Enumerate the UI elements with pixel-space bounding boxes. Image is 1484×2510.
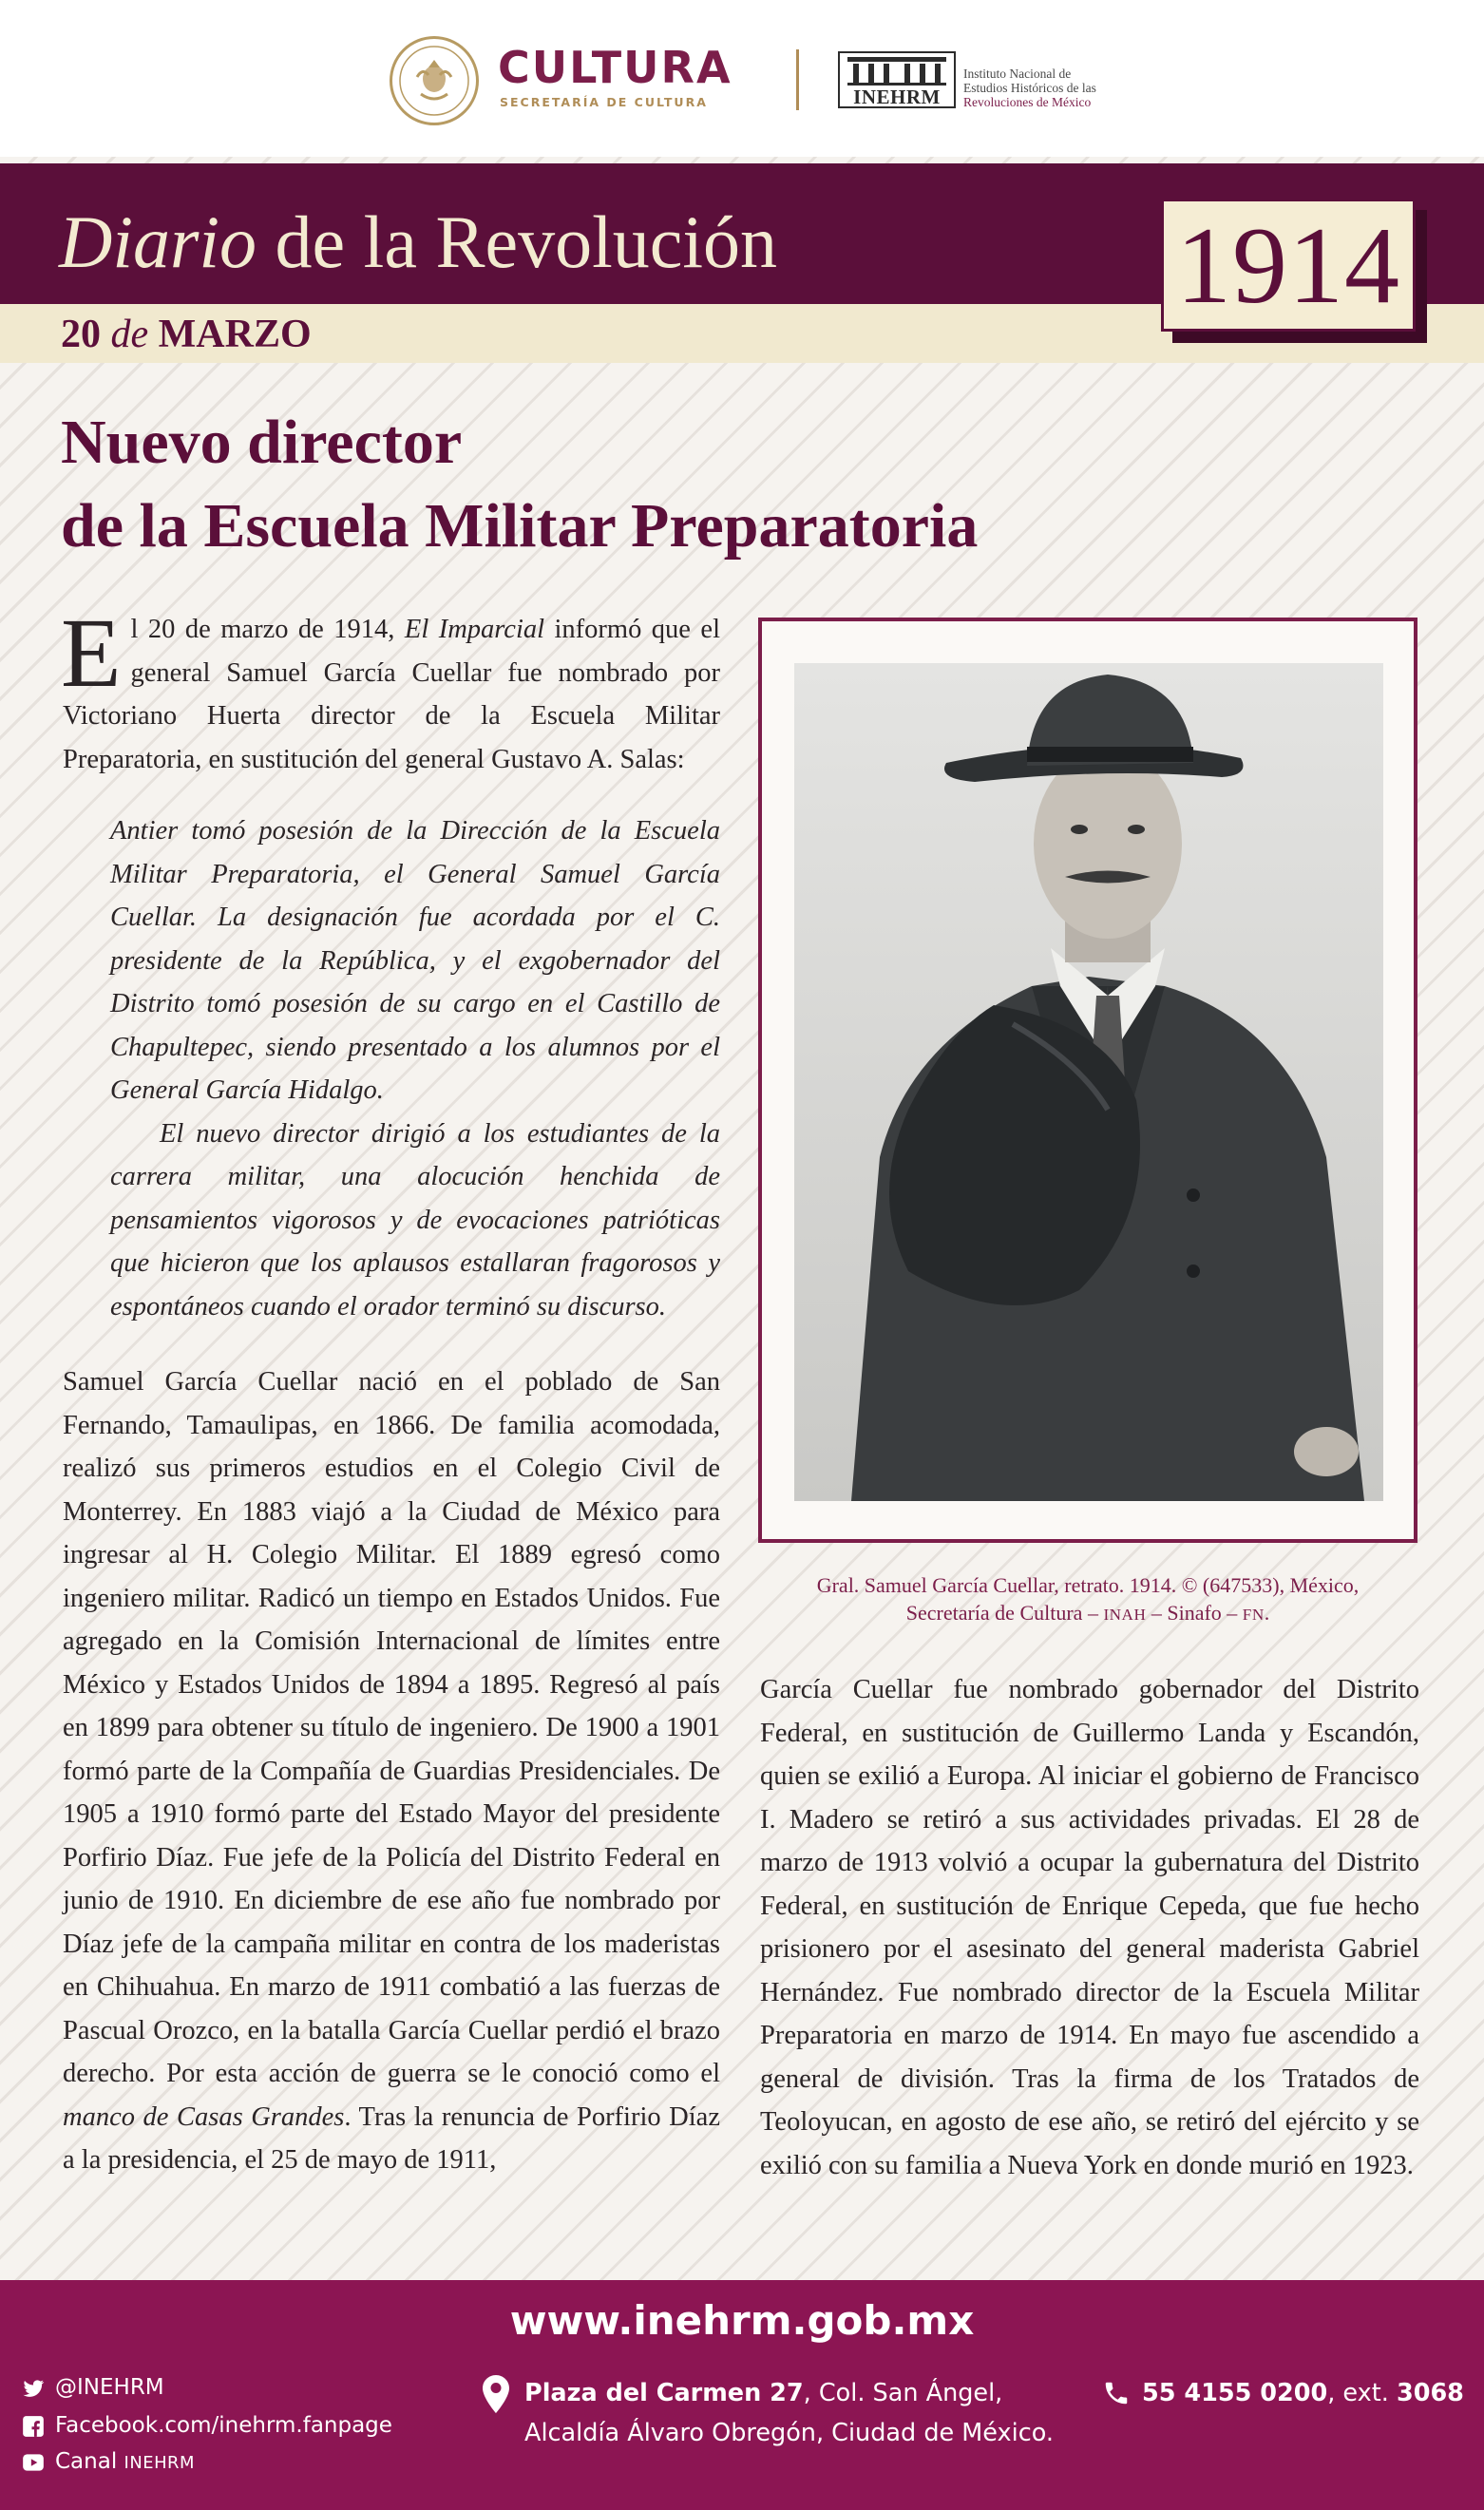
cultura-logo-subtitle: SECRETARÍA DE CULTURA [500,95,708,109]
address-street: Plaza del Carmen 27 [524,2379,804,2407]
facebook-icon [21,2414,46,2439]
article-intro [61,599,720,781]
series-title-italic: Diario [59,200,257,283]
phone-ext: 3068 [1396,2379,1464,2407]
caption-line-1: Gral. Samuel García Cuellar, retrato. 1914. © (647533), México, [816,1573,1360,1597]
photo-caption [749,1571,1427,1628]
body-left-text-a: Samuel García Cuellar nació en el poblado de San Fernando, Tamaulipas, en 1866. De familia acomodada, realizó sus primeros estudios en el Colegio Civil de Monterrey. En 1883 viajó a la Ciudad de México para ingresar al H. Colegio Militar. El 1889 egresó como ingeniero militar. Radicó un tiempo en Estados Unidos. Fue agregado en la Comisión Internacional de límites entre México y Estados Unidos de 1894 a 1895. Regresó al país en 1899 para obtener su título de ingeniero. De 1900 a 1901 formó parte de la Compañía de Guardias Presidenciales. De 1905 a 1910 formó parte del Estado Mayor del presidente Porfirio Díaz. Fue jefe de la Policía del Distrito Federal en junio de 1910. En diciembre de ese año fue nombrado por Díaz jefe de la campaña militar en contra de los maderistas en Chihuahua. En marzo de 1911 combatió a las fuerzas de Pascual Orozco, en la batalla García Cuellar perdió el brazo derecho. Por esta acción de guerra se le conoció como el [63,1367,720,2088]
intro-text-b: informó que el general Samuel García Cuellar fue nombrado por Victoriano Huerta director de la Escuela Militar Preparatoria, en sustitución del general Gustavo A. Salas: [63,615,720,774]
body-left-nickname: manco de Casas Grandes [63,2101,345,2132]
year-box [1161,199,1416,332]
facebook-url: Facebook.com/inehrm.fanpage [55,2413,392,2438]
year-label: 1914 [1176,205,1400,327]
inehrm-name-line-3: Revoluciones de México [963,95,1092,109]
youtube-icon [21,2450,46,2475]
intro-text-a: l 20 de marzo de 1914, [130,615,405,644]
date-month: MARZO [158,313,312,356]
body-left-paragraph [63,1360,720,2182]
portrait-photo [794,663,1383,1501]
inehrm-name-line-1: Instituto Nacional de [963,67,1072,81]
cultura-logo-text: CULTURA [498,42,732,93]
caption-end: . [1264,1601,1270,1625]
caption-text-b: – Sinafo – [1146,1601,1243,1625]
inehrm-name-line-2: Estudios Históricos de las [963,81,1096,95]
phone-main: 55 4155 0200 [1142,2379,1328,2407]
youtube-label-a: Canal [55,2449,124,2474]
youtube-link[interactable] [21,2449,195,2475]
article-title-line-2: de la Escuela Militar Preparatoria [61,491,979,561]
address-line-1 [524,2379,1002,2407]
article-body-right [760,1668,1419,2187]
article-body-left [63,1360,720,2182]
article-title [61,401,1391,568]
photo-frame [758,618,1417,1543]
inehrm-logo [838,51,956,108]
caption-fn: FN [1242,1606,1265,1624]
address-line-2: Alcaldía Álvaro Obregón, Ciudad de México. [524,2419,1055,2447]
logos-band [0,0,1484,157]
article-title-line-1: Nuevo director [61,408,463,477]
website-link[interactable]: www.inehrm.gob.mx [509,2297,975,2344]
address-colonia: , Col. San Ángel, [803,2379,1003,2407]
caption-text-a: Secretaría de Cultura – [905,1601,1104,1625]
inehrm-logo-text: INEHRM [853,86,941,108]
twitter-handle: @INEHRM [55,2375,164,2400]
twitter-icon [21,2376,46,2401]
caption-inah: INAH [1103,1606,1147,1624]
facebook-link[interactable] [21,2413,392,2439]
caption-line-2 [749,1599,1427,1628]
series-title-rest: de la Revolución [257,200,778,283]
body-right-paragraph: García Cuellar fue nombrado gobernador del Distrito Federal, en sustitución de Guillermo Landa y Escandón, quien se exilió a Europa. Al iniciar el gobierno de Francisco I. Madero se retiró a sus actividades privadas. El 28 de marzo de 1913 volvió a ocupar la gubernatura del Distrito Federal, en sustitución de Enrique Cepeda, que fue hecho prisionero por el asesinato del general maderista Gabriel Hernández. Fue nombrado director de la Escuela Militar Preparatoria en marzo de 1914. En mayo fue ascendido a general de división. Tras la firma de los Tratados de Teoloyucan, en agosto de ese año, se retiró del ejército y se exilió con su familia a Nueva York en donde murió en 1923. [760,1675,1419,2180]
date-day: 20 [61,313,101,356]
phone-icon [1102,2377,1131,2409]
location-pin-icon [483,2375,509,2413]
twitter-link[interactable] [21,2375,164,2401]
issue-date [61,311,312,358]
drop-cap: E [61,599,122,708]
building-columns-icon [847,57,946,86]
coat-of-arms-seal-icon [390,36,479,125]
date-de: de [110,313,149,356]
phone-number[interactable] [1142,2379,1464,2407]
series-title [59,200,777,285]
intro-newspaper-name: El Imparcial [404,615,545,644]
logo-divider [796,49,799,110]
quote-paragraph-2: El nuevo director dirigió a los estudiantes de la carrera militar, una alocución henchida de pensamientos vigorosos y de evocaciones patrióticas que hicieron que los aplausos estallaran fragorosos y espontáneos cuando el orador terminó su discurso. [110,1118,720,1322]
portrait-illustration [794,663,1383,1501]
youtube-label-b: INEHRM [124,2453,196,2473]
quote-paragraph-1: Antier tomó posesión de la Dirección de la Escuela Militar Preparatoria, el General Samuel García Cuellar. La designación fue acordada por el C. presidente de la República, y el exgobernador del Distrito tomó posesión de su cargo en el Castillo de Chapultepec, siendo presentado a los alumnos por el General García Hidalgo. [110,816,720,1105]
phone-ext-label: , ext. [1327,2379,1397,2407]
body-left-text-b: . Tras la renuncia de Porfirio Díaz a la presidencia, el 25 de mayo de 1911, [63,2101,720,2175]
block-quote [110,809,720,1328]
